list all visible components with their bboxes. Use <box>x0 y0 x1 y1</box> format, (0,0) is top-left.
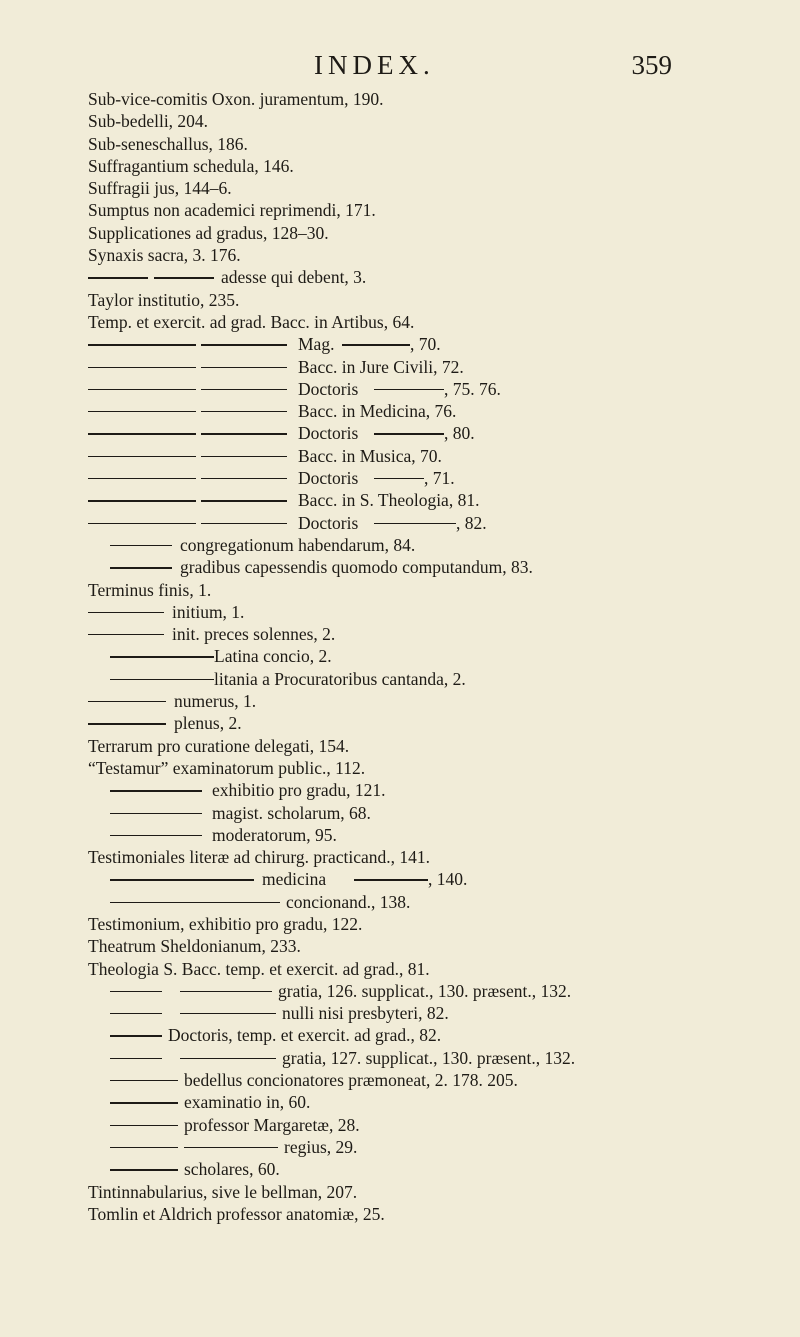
entry-text: , 82. <box>456 512 487 533</box>
ditto-dash <box>110 1080 178 1081</box>
entry-text: professor Margaretæ, 28. <box>184 1114 360 1135</box>
ditto-dash <box>88 277 148 278</box>
entry-text: Bacc. in Musica, 70. <box>298 445 442 466</box>
entry-text: Testimoniales literæ ad chirurg. practicand., 141. <box>88 847 431 868</box>
entry-text: Suffragii jus, 144–6. <box>88 178 232 199</box>
ditto-dash <box>110 1058 162 1059</box>
entry-text: , 140. <box>428 869 468 890</box>
index-entry <box>88 1203 778 1225</box>
index-subentry <box>88 1069 778 1091</box>
entry-text: initium, 1. <box>172 601 245 622</box>
ditto-dash <box>374 523 456 524</box>
ditto-dash <box>110 1013 162 1014</box>
index-subentry <box>88 467 778 489</box>
entry-text: exhibitio pro gradu, 121. <box>212 780 386 801</box>
ditto-dash <box>201 478 287 479</box>
entry-text: Bacc. in Medicina, 76. <box>298 401 457 422</box>
index-subentry <box>88 623 778 645</box>
entry-text: gratia, 127. supplicat., 130. præsent., 132. <box>282 1047 576 1068</box>
index-subentry <box>88 601 778 623</box>
index-entry <box>88 958 778 980</box>
ditto-dash <box>88 500 196 501</box>
entry-text: moderatorum, 95. <box>212 824 337 845</box>
ditto-dash <box>110 545 172 546</box>
index-entry <box>88 935 778 957</box>
index-entry <box>88 199 778 221</box>
ditto-dash <box>201 456 287 457</box>
entry-text: Theatrum Sheldonianum, 233. <box>88 936 301 957</box>
index-entry <box>88 110 778 132</box>
entry-text: Sub-seneschallus, 186. <box>88 133 248 154</box>
entry-text: Theologia S. Bacc. temp. et exercit. ad grad., 81. <box>88 958 430 979</box>
ditto-dash <box>88 456 196 457</box>
ditto-dash <box>374 389 444 390</box>
index-subentry <box>88 1114 778 1136</box>
entry-text: medicina <box>262 869 327 890</box>
ditto-dash <box>110 813 202 814</box>
index-entry <box>88 88 778 110</box>
ditto-dash <box>374 433 444 434</box>
index-subentry <box>88 1002 778 1024</box>
page-number: 359 <box>631 50 672 80</box>
entry-text: Doctoris <box>298 423 359 444</box>
ditto-dash <box>201 500 287 501</box>
ditto-dash <box>88 701 166 702</box>
entry-text: examinatio in, 60. <box>184 1092 311 1113</box>
entry-text: Sub-vice-comitis Oxon. juramentum, 190. <box>88 89 384 109</box>
entry-text: Doctoris <box>298 378 359 399</box>
entry-text: Doctoris <box>298 468 359 489</box>
entry-text: bedellus concionatores præmoneat, 2. 178. 205. <box>184 1070 518 1091</box>
ditto-dash <box>180 991 272 992</box>
ditto-dash <box>88 723 166 724</box>
index-subentry <box>88 489 778 511</box>
entry-text: litania a Procuratoribus cantanda, 2. <box>214 668 466 689</box>
index-subentry <box>88 1158 778 1180</box>
index-subentry <box>88 802 778 824</box>
entry-text: Taylor institutio, 235. <box>88 289 240 310</box>
index-subentry <box>88 356 778 378</box>
entry-text: init. preces solennes, 2. <box>172 624 336 645</box>
entry-text: scholares, 60. <box>184 1159 280 1180</box>
ditto-dash <box>201 367 287 368</box>
index-subentry <box>88 824 778 846</box>
entry-text: “Testamur” examinatorum public., 112. <box>88 757 366 778</box>
ditto-dash <box>110 1102 178 1103</box>
entry-text: , 70. <box>410 334 441 355</box>
index-subentry <box>88 556 778 578</box>
index-entry <box>88 222 778 244</box>
ditto-dash <box>88 523 196 524</box>
ditto-dash <box>110 679 214 680</box>
index-entry <box>88 155 778 177</box>
ditto-dash <box>184 1147 278 1148</box>
ditto-dash <box>342 344 410 345</box>
ditto-dash <box>110 879 254 880</box>
index-subentry <box>88 868 778 890</box>
entry-text: Tintinnabularius, sive le bellman, 207. <box>88 1181 358 1202</box>
entry-text: plenus, 2. <box>174 713 242 734</box>
ditto-dash <box>110 835 202 836</box>
entry-text: Terrarum pro curatione delegati, 154. <box>88 735 350 756</box>
ditto-dash <box>110 902 280 903</box>
entry-text: concionand., 138. <box>286 891 411 912</box>
entry-text: Bacc. in S. Theologia, 81. <box>298 490 480 511</box>
index-entry <box>88 177 778 199</box>
entry-text: Tomlin et Aldrich professor anatomiæ, 25. <box>88 1203 385 1224</box>
entry-text: Supplicationes ad gradus, 128–30. <box>88 222 329 243</box>
index-entry <box>88 579 778 601</box>
index-subentry <box>88 422 778 444</box>
index-subentry <box>88 1091 778 1113</box>
entry-text: Terminus finis, 1. <box>88 579 212 600</box>
index-entry <box>88 757 778 779</box>
index-subentry <box>88 1024 778 1046</box>
index-subentry <box>88 534 778 556</box>
ditto-dash <box>354 879 428 880</box>
ditto-dash <box>88 344 196 345</box>
index-subentry <box>88 333 778 355</box>
index-entry <box>88 244 778 266</box>
index-subentry <box>88 378 778 400</box>
entry-text: Doctoris <box>298 512 359 533</box>
index-entry <box>88 913 778 935</box>
index-subentry <box>88 668 778 690</box>
index-subentry <box>88 645 778 667</box>
entry-text: regius, 29. <box>284 1136 358 1157</box>
ditto-dash <box>110 1147 178 1148</box>
entry-text: gratia, 126. supplicat., 130. præsent., 132. <box>278 980 572 1001</box>
ditto-dash <box>88 367 196 368</box>
ditto-dash <box>110 991 162 992</box>
entry-text: , 80. <box>444 423 475 444</box>
ditto-dash <box>110 1035 162 1036</box>
index-entry <box>88 289 778 311</box>
index-subentry <box>88 266 778 288</box>
ditto-dash <box>88 411 196 412</box>
entry-text: congregationum habendarum, 84. <box>180 534 416 555</box>
index-subentry <box>88 512 778 534</box>
ditto-dash <box>88 478 196 479</box>
index-subentry <box>88 1136 778 1158</box>
index-subentry <box>88 779 778 801</box>
entry-text: Sumptus non academici reprimendi, 171. <box>88 200 376 221</box>
ditto-dash <box>88 433 196 434</box>
index-entry <box>88 1181 778 1203</box>
ditto-dash <box>201 344 287 345</box>
index-subentry <box>88 400 778 422</box>
ditto-dash <box>88 634 164 635</box>
ditto-dash <box>201 433 287 434</box>
ditto-dash <box>180 1058 276 1059</box>
entry-text: nulli nisi presbyteri, 82. <box>282 1003 449 1024</box>
ditto-dash <box>201 411 287 412</box>
ditto-dash <box>110 790 202 791</box>
entry-text: Sub-bedelli, 204. <box>88 111 209 132</box>
index-title: INDEX. <box>314 50 435 80</box>
index-entry <box>88 133 778 155</box>
entry-text: Suffragantium schedula, 146. <box>88 155 294 176</box>
entry-text: gradibus capessendis quomodo computandum, 83. <box>180 557 533 578</box>
index-entry <box>88 735 778 757</box>
ditto-dash <box>110 1125 178 1126</box>
index-subentry <box>88 891 778 913</box>
ditto-dash <box>201 523 287 524</box>
index-entries <box>88 88 778 1225</box>
index-entry <box>88 311 778 333</box>
page-header <box>0 50 800 84</box>
ditto-dash <box>88 389 196 390</box>
index-subentry <box>88 712 778 734</box>
ditto-dash <box>374 478 424 479</box>
entry-text: Bacc. in Jure Civili, 72. <box>298 356 464 377</box>
ditto-dash <box>201 389 287 390</box>
entry-text: , 71. <box>424 468 455 489</box>
entry-text: numerus, 1. <box>174 691 257 712</box>
ditto-dash <box>110 567 172 568</box>
entry-text: Latina concio, 2. <box>214 646 332 667</box>
ditto-dash <box>110 656 214 657</box>
entry-text: Doctoris, temp. et exercit. ad grad., 82. <box>168 1025 442 1046</box>
entry-text: adesse qui debent, 3. <box>221 267 367 288</box>
entry-text: Temp. et exercit. ad grad. Bacc. in Artibus, 64. <box>88 311 415 332</box>
index-subentry <box>88 690 778 712</box>
index-subentry <box>88 445 778 467</box>
entry-text: Testimonium, exhibitio pro gradu, 122. <box>88 913 363 934</box>
ditto-dash <box>88 612 164 613</box>
entry-text: magist. scholarum, 68. <box>212 802 371 823</box>
ditto-dash <box>110 1169 178 1170</box>
index-entry <box>88 846 778 868</box>
ditto-dash <box>180 1013 276 1014</box>
ditto-dash <box>154 277 214 278</box>
entry-text: Mag. <box>298 334 335 355</box>
index-subentry <box>88 1047 778 1069</box>
index-subentry <box>88 980 778 1002</box>
entry-text: , 75. 76. <box>444 378 501 399</box>
entry-text: Synaxis sacra, 3. 176. <box>88 245 241 266</box>
